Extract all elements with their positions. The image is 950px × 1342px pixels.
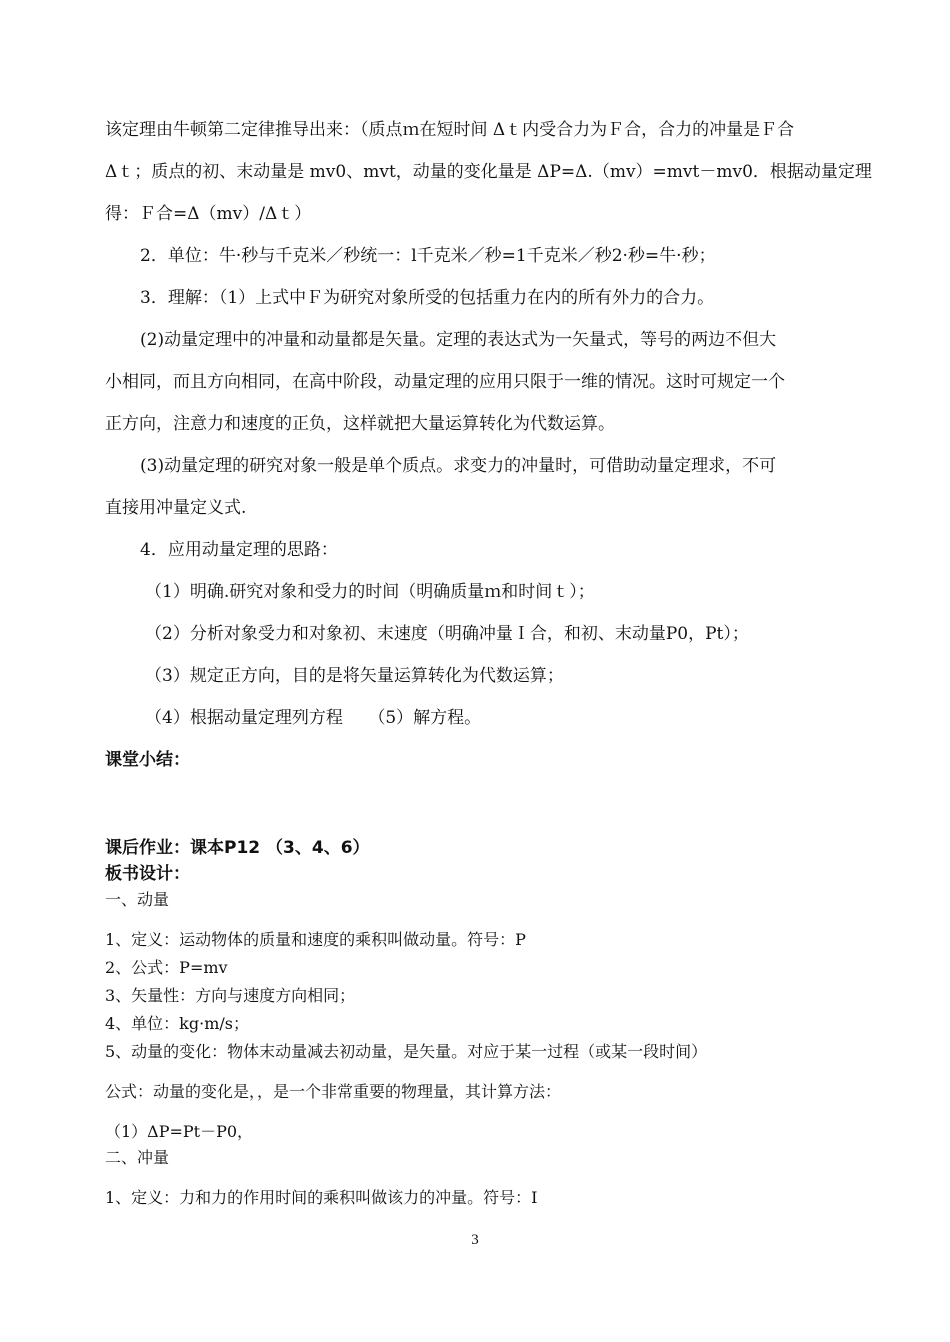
board-calc-line: （1）ΔP=Pt－P0， [105, 1122, 254, 1141]
board-item: 1、定义：运动物体的质量和速度的乘积叫做动量。符号：P [105, 930, 526, 949]
board-item: 4、单位：kg·m/s； [105, 1014, 249, 1033]
impulse-definition: 1、定义：力和力的作用时间的乘积叫做该力的冲量。符号：I [105, 1188, 538, 1207]
board-heading: 板书设计： [105, 864, 190, 884]
board-formula-line: 公式：动量的变化是，，是一个非常重要的物理量，其计算方法： [105, 1082, 562, 1101]
approach-step: （1）明确.研究对象和受力的时间（明确质量ｍ和时间ｔ）； [145, 582, 595, 602]
derivation-line-3: 得：Ｆ合=Δ（mv）/Δｔ） [105, 204, 312, 224]
approach-step: （3）规定正方向，目的是将矢量运算转化为代数运算； [145, 666, 564, 686]
unit-line: 2．单位：牛·秒与千克米／秒统一：l千克米／秒=1千克米／秒2·秒=牛·秒； [140, 246, 716, 266]
point2-line-3: 正方向，注意力和速度的正负，这样就把大量运算转化为代数运算。 [105, 414, 615, 434]
board-section-1-title: 一、动量 [105, 890, 170, 909]
page-number: 3 [471, 1232, 479, 1248]
derivation-line-2: Δｔ；质点的初、末动量是 mv0、mvt，动量的变化量是 ΔP=Δ.（mv）=mvt－mv0．根据动量定理 [105, 162, 872, 182]
approach-heading: 4．应用动量定理的思路： [140, 540, 338, 560]
board-section-2-title: 二、冲量 [105, 1148, 170, 1167]
summary-heading: 课堂小结： [105, 750, 190, 770]
derivation-line-1: 该定理由牛顿第二定律推导出来：（质点ｍ在短时间 Δｔ内受合力为Ｆ合，合力的冲量是Ｆ合 [105, 120, 795, 140]
approach-step: （4）根据动量定理列方程 （5）解方程。 [145, 708, 482, 728]
board-item: 5、动量的变化：物体末动量减去初动量，是矢量。对应于某一过程（或某一段时间） [105, 1042, 708, 1061]
understanding-line: 3．理解：（1）上式中Ｆ为研究对象所受的包括重力在内的所有外力的合力。 [140, 288, 715, 308]
approach-step: （2）分析对象受力和对象初、末速度（明确冲量Ｉ合，和初、末动量P0，Pt）； [145, 624, 749, 644]
point2-line-2: 小相同，而且方向相同，在高中阶段，动量定理的应用只限于一维的情况。这时可规定一个 [105, 372, 785, 392]
point3-line-2: 直接用冲量定义式. [105, 498, 247, 518]
point2-line-1: (2)动量定理中的冲量和动量都是矢量。定理的表达式为一矢量式，等号的两边不但大 [140, 330, 777, 350]
board-item: 2、公式：P=mv [105, 958, 228, 977]
board-item: 3、矢量性：方向与速度方向相同； [105, 986, 356, 1005]
point3-line-1: (3)动量定理的研究对象一般是单个质点。求变力的冲量时，可借助动量定理求，不可 [140, 456, 777, 476]
homework-line: 课后作业：课本P12 （3、4、6） [105, 838, 370, 858]
